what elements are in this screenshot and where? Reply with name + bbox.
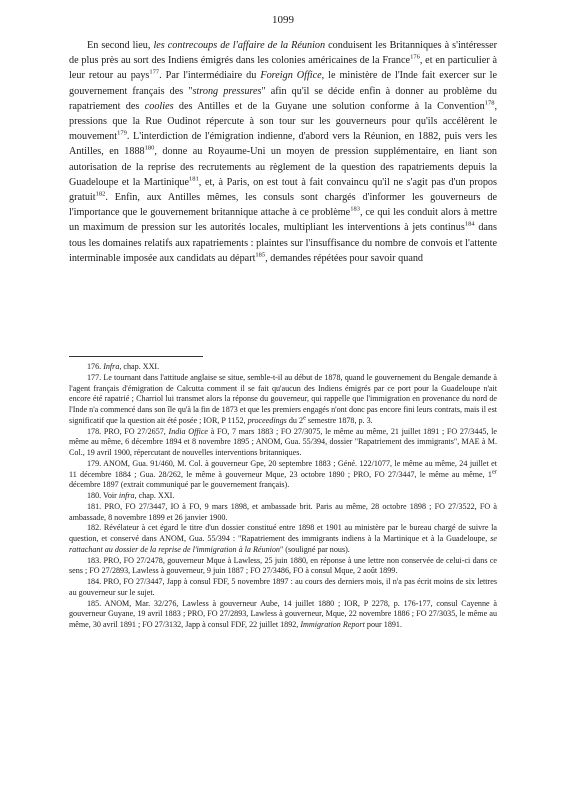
italic-phrase: infra xyxy=(118,491,135,500)
text-run: , et en particulier à leur retour au pays xyxy=(69,55,497,82)
italic-phrase: Immigration Report xyxy=(300,620,365,629)
text-run: 177. Le tournant dans l'attitude anglaise se situe, semble-t-il au début de 1878, quand le gouvernement du Bengale demande à l'agent français d'émigration de Calcutta comment il se fait qu'aucun des Indiens émigrés par ce port pour la Guadeloupe n'ait encore été rapatrié ; Charriol lui transmet alors la réponse du gouverneur, qui rappelle que l'immigration en provenance du nord de l'Inde n'a commencé dans son île qu'à la fin de 1873 et que les premiers engagés n'ont donc pas encore fini leurs contrats, mais il est significatif que la question ait été posée ; IOR, P 1152, xyxy=(69,372,497,425)
footnote-separator xyxy=(69,356,203,357)
footnote-ref-182[interactable]: 182 xyxy=(95,190,106,198)
text-run: 185. ANOM, Mar. 32/276, Lawless à gouverneur Aube, 14 juillet 1880 ; IOR, P 2278, p. 176-177, consul Cayenne à gouverneur Guyane, 19 avril 1883 ; PRO, FO 27/2893, Lawless à gouverneur, Mque, 22 novembre 1886 ; FO 27/3035, le même au même, 30 avril 1891 ; FO 27/3132, Japp à consul FDF, 22 juillet 1892, xyxy=(69,598,497,629)
text-run: 180. Voir xyxy=(87,491,119,500)
text-run: , pressions que la Rue Oudinot répercute à son tour sur les gouverneurs pour qu'ils accélèrent le mouvement xyxy=(69,100,497,143)
text-run: , chap. XXI. xyxy=(134,491,175,500)
superscript: er xyxy=(491,467,497,475)
footnote-180 xyxy=(69,491,497,502)
text-run: dans tous les domaines relatifs aux rapatriements : plaintes sur l'insuffisance du nombre de convois et l'attente interminable imposée aux candidats au départ xyxy=(69,222,497,264)
footnote-ref-185[interactable]: 185 xyxy=(255,251,266,259)
footnote-ref-178[interactable]: 178 xyxy=(484,99,495,107)
footnote-183: 183. PRO, FO 27/2478, gouverneur Mque à Lawless, 25 juin 1880, en réponse à une lettre non conservée de celui-ci dans ce sens ; FO 27/2893, Lawless à gouverneur, 9 juin 1887 ; FO 27/3486, FO à consul Mque, 2 août 1899. xyxy=(69,555,497,576)
text-run: . Par l'intermédiaire du xyxy=(159,70,261,82)
text-run: des Antilles et de la Guyane une solution conforme à la Convention xyxy=(173,100,485,112)
text-run: " (souligné par nous). xyxy=(279,544,350,554)
text-run: 182. Révélateur à cet égard le titre d'un dossier constitué entre 1898 et 1901 au ministère par le bureau chargé de suivre la question, et conservé dans ANOM, Gua. 55/394 : "Rapatriement des immigrants indiens à la Martinique et à la Guadeloupe, xyxy=(69,523,497,543)
italic-phrase: coolies xyxy=(144,100,174,112)
footnote-ref-183[interactable]: 183 xyxy=(350,205,360,213)
italic-phrase: strong pressures xyxy=(192,85,262,97)
footnote-182 xyxy=(69,523,497,555)
footnote-185 xyxy=(69,599,497,631)
text-run: décembre 1897 (extrait communiqué par le gouvernement français). xyxy=(69,480,290,490)
text-run: , le ministère de l'Inde fait exercer sur le gouvernement français des " xyxy=(69,70,497,97)
text-run: pour 1891. xyxy=(364,620,402,629)
text-run: 176. xyxy=(87,362,104,371)
superscript: e xyxy=(303,414,306,422)
footnote-ref-180[interactable]: 180 xyxy=(144,145,155,153)
text-run: , donne au Royaume-Uni un moyen de pression supplémentaire, en liant son autorisation de la reprise des recrutements au règlement de la question des rapatriements depuis la Guadeloupe et la Martinique xyxy=(69,146,498,188)
footnote-177 xyxy=(69,373,497,427)
page-number: 1099 xyxy=(272,14,294,26)
text-run: 179. ANOM, Gua. 91/460, M. Col. à gouverneur Gpe, 20 septembre 1883 ; Géné. 122/1077, le même au même, 24 juillet et 11 décembre 1884 ; Gua. 28/262, le même à gouverneur Mque, 23 octobre 1890 ; PRO, FO 27/3447, le même au même, 1 xyxy=(69,458,497,479)
footnote-ref-184[interactable]: 184 xyxy=(464,221,475,229)
text-run: . Enfin, aux Antilles mêmes, les consuls sont chargés d'informer les gouverneurs de l'importance que le gouvernement britannique attache à ce problème xyxy=(69,192,497,219)
italic-phrase: Infra xyxy=(103,362,120,371)
footnote-ref-177[interactable]: 177 xyxy=(149,69,160,77)
text-run: , demandes répétées pour savoir quand xyxy=(265,252,424,264)
footnote-184: 184. PRO, FO 27/3447, Japp à consul FDF, 5 novembre 1897 : au cours des derniers mois, il n'a pas écrit moins de six lettres au gouverneur sur le sujet. xyxy=(69,577,497,597)
footnote-181: 181. PRO, FO 27/3447, IO à FO, 9 mars 1898, et ambassade brit. Paris au même, 28 octobre 1898 ; FO 27/3522, FO à ambassade, 8 novembre 1899 et 26 janvier 1900. xyxy=(69,501,497,522)
italic-phrase: Foreign Office xyxy=(260,70,322,82)
footnote-ref-181[interactable]: 181 xyxy=(189,175,199,183)
text-run: semestre 1878, p. 3. xyxy=(305,415,373,425)
italic-phrase: les contrecoups de l'affaire de la Réunion xyxy=(153,40,326,51)
footnotes xyxy=(69,362,497,631)
text-run: En second lieu, xyxy=(87,40,154,51)
text-run: 178. PRO, FO 27/2657, xyxy=(87,426,169,436)
text-run: du 2 xyxy=(286,415,304,425)
main-paragraph xyxy=(69,38,497,266)
text-run: " afin qu'il se décide enfin à donner au problème du rapatriement des xyxy=(69,85,497,112)
italic-phrase: proceedings xyxy=(247,415,287,425)
text-run: , chap. XXI. xyxy=(119,362,160,371)
footnote-ref-179[interactable]: 179 xyxy=(117,129,127,137)
footnote-178 xyxy=(69,427,497,459)
text-run: . L'interdiction de l'émigration indienne, d'abord vers la Réunion, en 1882, puis vers les Antilles, en 1888 xyxy=(69,131,497,158)
text-run: conduisent les Britanniques à s'intéresser de plus près au sort des Indiens émigrés dans les colonies américaines de la France xyxy=(69,40,497,67)
italic-phrase: se rattachant au dossier de la reprise de l'immigration à la Réunion xyxy=(69,534,497,554)
footnote-179 xyxy=(69,459,497,491)
text-run: , et, à Paris, on est tout à fait convaincu qu'il ne s'agit pas d'un propos gratuit xyxy=(69,176,497,204)
text-run: à FO, 7 mars 1883 ; FO 27/3075, le même au même, 21 juillet 1891 ; FO 27/3445, le même au même, 6 décembre 1894 et 8 novembre 1895 ; ANOM, Gua. 55/394, dossier "Rapatriement des immigrants", MAE à M. Col., 19 avril 1900, répercutant de nouvelles interventions britanniques. xyxy=(69,426,497,457)
footnote-ref-176[interactable]: 176 xyxy=(410,53,420,61)
footnote-176 xyxy=(69,362,497,373)
text-run: , ce qui les conduit alors à mettre un maximum de pression sur les autorités locales, multipliant les interventions à jets continus xyxy=(69,207,497,234)
italic-phrase: India Office xyxy=(168,426,209,436)
